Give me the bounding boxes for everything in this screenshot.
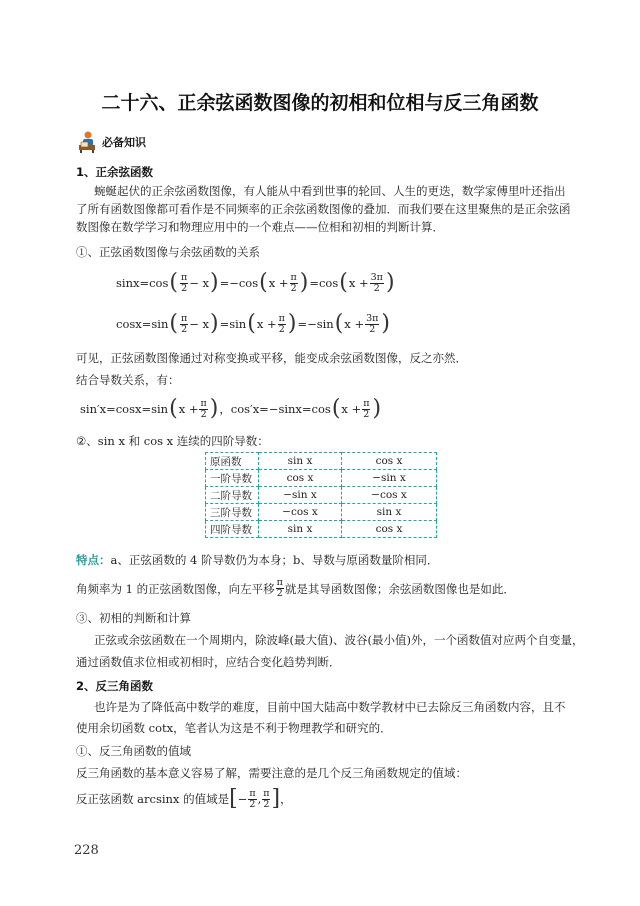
equation-cosx: cosx=sin ( $\frac{\pi}{2}$ − x ) =sin ( x + $\frac{\pi}{2}$ ) =−sin ( x + $\frac{3\pi}{2}$ ) [116,311,390,336]
equation-sinx: sinx=cos ( $\frac{\pi}{2}$ − x ) =−cos ( x + $\frac{\pi}{2}$ ) =cos ( x + $\frac{3\pi}{2}$ ) [116,270,395,295]
table-row: 一阶导数 cos x −sin x [206,470,437,487]
table-row: 二阶导数 −sin x −cos x [206,487,437,504]
bracket-right: ] [271,786,281,811]
item-initial-phase: ③、初相的判断和计算 [76,611,191,625]
table-row: 四阶导数 sin x cos x [206,521,437,538]
arcsin-range-line: 反正弦函数 arcsinx 的值域是 [ − $\frac{\pi}{2}$ , $\frac{\pi}{2}$ ] ， [76,786,292,811]
section-heading-inverse-trig: 2、反三角函数 [76,679,154,693]
item-inverse-range: ①、反三角函数的值域 [76,744,191,758]
paren-left: ( [169,270,178,295]
page-title: 二十六、正余弦函数图像的初相和位相与反三角函数 [101,92,539,114]
section-heading-sine-cosine: 1、正余弦函数 [76,165,154,179]
knowledge-badge [76,130,146,154]
intro-line-3: 数图像在数学学习和物理应用中的一个难点——位相和初相的判断计算． [76,220,444,234]
paren-right: ) [210,270,219,295]
bracket-left: [ [229,786,238,811]
reading-person-icon [76,130,98,154]
line-derivative-relation: 结合导数关系，有： [76,373,180,387]
item-four-derivatives: ②、sin x 和 cos x 连续的四阶导数： [76,434,269,448]
fraction: $\frac{\pi}{2}$ [180,271,188,294]
equation-derivatives: sin′x=cosx=sin ( x + $\frac{\pi}{2}$ ) ，cos′x=−sinx=cos ( x + $\frac{\pi}{2}$ ) [80,396,382,421]
line-range-note: 反三角函数的基本意义容易了解，需要注意的是几个反三角函数规定的值域： [76,766,467,780]
feature-text: a、正弦函数的 4 阶导数仍为本身；b、导数与原函数量阶相同． [110,553,439,567]
intro-line-1: 蜿蜒起伏的正余弦函数图像，有人能从中看到世事的轮回、人生的更迭，数学家傅里叶还指出 [94,184,566,198]
line-shift-note: 可见，正弦函数图像通过对称变换或平移，能变成余弦函数图像，反之亦然． [76,351,467,365]
intro-line-2: 了所有函数图像都可看作是不同频率的正余弦函数图像的叠加．而我们要在这里聚焦的是正余弦函 [76,202,571,216]
table-row: 原函数 sin x cos x [206,453,437,470]
derivative-table [205,452,437,538]
feature-label: 特点： [76,553,111,567]
feature-line [76,551,438,569]
item-sine-cosine-relation: ①、正弦函数图像与余弦函数的关系 [76,245,260,259]
inverse-intro-line-1: 也许是为了降低高中数学的难度，目前中国大陆高中数学教材中已去除反三角函数内容，且不 [94,700,566,714]
table-row: 三阶导数 −cos x sin x [206,504,437,521]
eq1-lhs: sinx=cos [116,276,169,290]
badge-label: 必备知识 [102,136,146,149]
angular-frequency-line: 角频率为 1 的正弦函数图像，向左平移 $\frac{\pi}{2}$ 就是其导函数图像；余弦函数图像也是如此． [76,577,515,599]
phase-line-1: 正弦或余弦函数在一个周期内，除波峰(最大值)、波谷(最小值)外，一个函数值对应两个自变量， [94,633,584,647]
phase-line-2: 通过函数值求位相或初相时，应结合变化趋势判断． [76,655,341,669]
page-number: 228 [74,843,99,858]
inverse-intro-line-2: 使用余切函数 cotx，笔者认为这是不利于物理教学和研究的． [76,721,392,735]
